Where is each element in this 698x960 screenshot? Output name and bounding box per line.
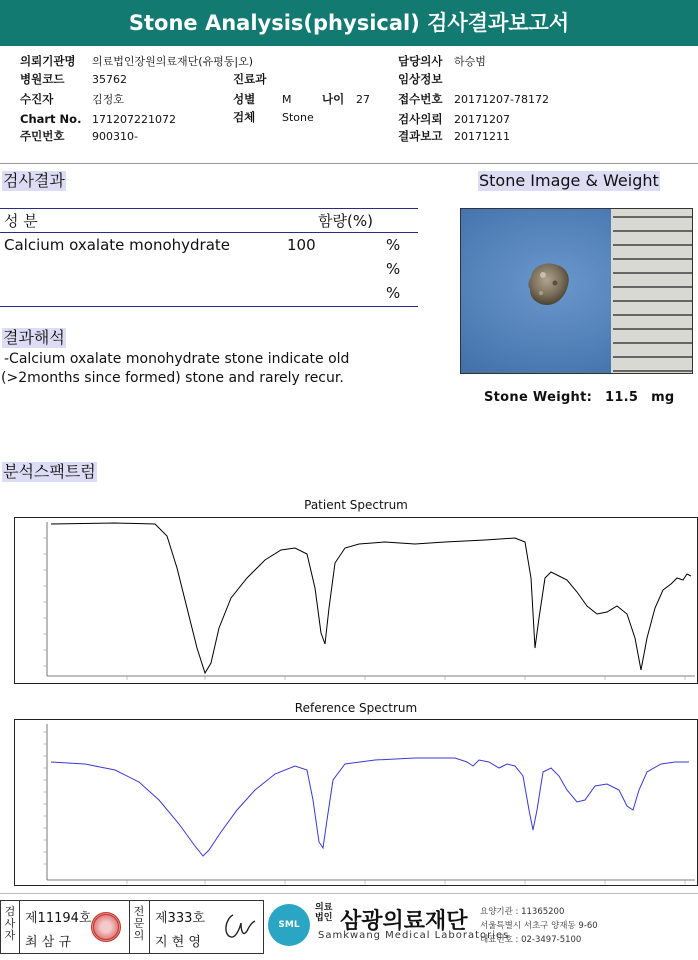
hospital-code-label: 병원코드 [20, 72, 65, 86]
reference-spectrum-title: Reference Spectrum [294, 701, 418, 715]
stone-weight-label: Stone Weight: [484, 390, 593, 405]
interpretation-line: -Calcium oxalate monohydrate stone indicate old [4, 351, 350, 367]
report-title: Stone Analysis(physical) 검사결과보고서 [0, 0, 698, 46]
rrn-value: 900310- [92, 130, 138, 143]
dept-label: 진료과 [233, 72, 267, 86]
report-date-label: 결과보고 [398, 129, 443, 143]
confirmer-label: 전문의 [133, 905, 145, 942]
report-date-value: 20171211 [454, 130, 510, 143]
request-value: 20171207 [454, 113, 510, 126]
reference-spectrum-chart [14, 719, 698, 886]
lab-logo-icon: SML [268, 904, 310, 946]
doctor-label: 담당의사 [398, 54, 443, 68]
results-section-title: 검사결과 [3, 171, 65, 190]
table-bottom-line [0, 306, 418, 307]
tester-name: 최 삼 규 [25, 935, 71, 950]
clinical-label: 임상정보 [398, 72, 443, 86]
lab-name: 삼광의료재단 [340, 909, 468, 934]
footer-divider [0, 893, 698, 894]
specimen-label: 검체 [233, 110, 256, 124]
sex-label: 성별 [233, 92, 256, 106]
patient-label: 수진자 [20, 92, 54, 106]
doctor-value: 하승범 [454, 55, 486, 68]
lab-address: 서울특별시 서초구 양재동 9-60 [480, 921, 598, 931]
lab-english-name: Samkwang Medical Laboratories [318, 930, 510, 941]
receipt-value: 20171207-78172 [454, 93, 549, 106]
patient-value: 김정호 [92, 93, 124, 106]
interpretation-line: (>2months since formed) stone and rarely recur. [1, 370, 344, 386]
table-top-line [0, 208, 418, 209]
signature-mark [219, 909, 259, 943]
divider [149, 901, 150, 953]
result-value: 100 [287, 236, 316, 254]
result-component: Calcium oxalate monohydrate [4, 236, 231, 254]
institution-label: 의뢰기관명 [20, 54, 76, 68]
chart-value: 171207221072 [92, 113, 176, 126]
interpretation-section-title: 결과해석 [3, 328, 65, 347]
patient-spectrum-title: Patient Spectrum [304, 498, 408, 512]
stone-weight-unit: mg [651, 390, 675, 405]
stone-photo [460, 208, 693, 374]
reference-spectrum-graphic [15, 720, 698, 887]
interpretation-text [1, 350, 350, 388]
chart-label: Chart No. [20, 112, 82, 126]
table-header-line [0, 232, 418, 233]
tester-license: 제11194호 [25, 911, 92, 926]
seal-stamp [91, 912, 121, 942]
age-label: 나이 [322, 92, 345, 106]
col-content-header: 함량(%) [318, 212, 373, 230]
stone-photo-graphic [461, 209, 693, 374]
divider [129, 901, 130, 953]
age-value: 27 [356, 93, 370, 106]
result-unit: % [386, 260, 401, 278]
result-unit: % [386, 284, 401, 302]
institution-value: 의료법인장원의료재단(유평동|오) [92, 55, 254, 68]
info-divider [0, 163, 698, 164]
specimen-value: Stone [282, 111, 314, 124]
patient-spectrum-chart [14, 517, 698, 684]
receipt-label: 접수번호 [398, 92, 443, 106]
hospital-code-value: 35762 [92, 73, 127, 86]
divider [19, 901, 20, 953]
rrn-label: 주민번호 [20, 129, 65, 143]
logo-small-text: 의료법인 [315, 903, 333, 923]
stone-weight [484, 390, 675, 405]
col-component-header: 성 분 [4, 212, 38, 230]
request-label: 검사의뢰 [398, 112, 443, 126]
spectrum-section-title: 분석스팩트럼 [3, 462, 96, 481]
signature-box [0, 900, 264, 954]
result-unit: % [386, 236, 401, 254]
confirmer-name: 지 현 영 [155, 935, 201, 950]
tester-label: 검사자 [4, 905, 16, 942]
stone-section-title: Stone Image & Weight [479, 171, 659, 190]
patient-spectrum-graphic [15, 518, 698, 685]
lab-code: 요양기관 : 11365200 [480, 907, 565, 917]
stone-weight-value: 11.5 [604, 390, 639, 405]
sex-value: M [282, 93, 292, 106]
confirmer-license: 제333호 [155, 911, 205, 926]
lab-phone: 대표번호 : 02-3497-5100 [480, 935, 582, 945]
